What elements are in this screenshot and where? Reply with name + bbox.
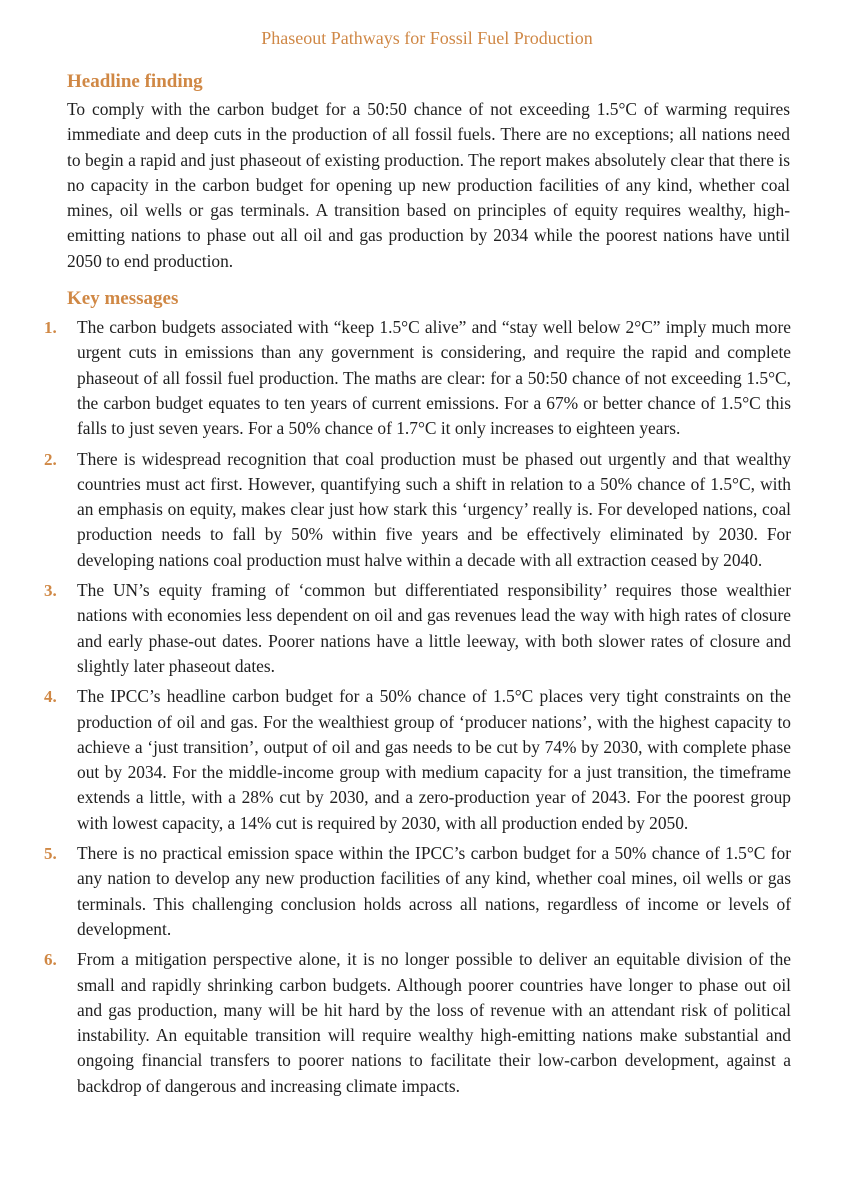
list-item-number: 4.: [44, 687, 57, 707]
list-item-text: From a mitigation perspective alone, it is no longer possible to deliver an equitable division of the small and rapidly shrinking carbon budgets. Although poorer countries have longer to phase out oil and gas production, many will be hit hard by the loss of revenue with an attendant risk of political instability. An equitable transition will require wealthy high-emitting nations make substantial and ongoing financial transfers to poorer nations to facilitate their low-carbon development, against a backdrop of dangerous and increasing climate impacts.: [77, 949, 791, 1096]
list-item-text: There is no practical emission space within the IPCC’s carbon budget for a 50% chance of 1.5°C for any nation to develop any new production facilities of any kind, whether coal mines, oil wells or gas terminals. This challenging conclusion holds across all nations, regardless of income or levels of development.: [77, 843, 791, 939]
headline-finding-heading: Headline finding: [67, 71, 203, 92]
list-item: [0, 841, 854, 942]
list-item-text: The IPCC’s headline carbon budget for a 50% chance of 1.5°C places very tight constraints on the production of oil and gas. For the wealthiest group of ‘producer nations’, with the highest capacity to achieve a ‘just transition’, output of oil and gas needs to be cut by 74% by 2030, with complete phase out by 2034. For the middle-income group with medium capacity for a just transition, the timeframe extends a little, with a 28% cut by 2030, and a zero-production year of 2043. For the poorest group with lowest capacity, a 14% cut is required by 2030, with all production ended by 2050.: [77, 686, 791, 833]
list-item-number: 6.: [44, 950, 57, 970]
headline-finding-paragraph: To comply with the carbon budget for a 50:50 chance of not exceeding 1.5°C of warming requires immediate and deep cuts in the production of all fossil fuels. There are no exceptions; all nations need to begin a rapid and just phaseout of existing production. The report makes absolutely clear that there is no capacity in the carbon budget for opening up new production facilities of any kind, whether coal mines, oil wells or gas terminals. A transition based on principles of equity requires wealthy, high-emitting nations to phase out all oil and gas production by 2034 while the poorest nations have until 2050 to end production.: [67, 99, 790, 271]
running-header: Phaseout Pathways for Fossil Fuel Production: [261, 28, 593, 48]
list-item: [0, 447, 854, 573]
list-item-number: 1.: [44, 318, 57, 338]
list-item-text: There is widespread recognition that coal production must be phased out urgently and that wealthy countries must act first. However, quantifying such a shift in relation to a 50% chance of 1.5°C, with an emphasis on equity, makes clear just how stark this ‘urgency’ really is. For developed nations, coal production needs to fall by 50% within five years and be effectively eliminated by 2030. For developing nations coal production must halve within a decade with all extraction ceased by 2040.: [77, 448, 791, 570]
list-item: [0, 315, 854, 441]
list-item-number: 2.: [44, 449, 57, 469]
list-item: [0, 684, 854, 836]
list-item: [0, 947, 854, 1099]
key-messages-list: [0, 315, 854, 1099]
list-item-text: The carbon budgets associated with “keep 1.5°C alive” and “stay well below 2°C” imply much more urgent cuts in emissions than any government is considering, and require the rapid and complete phaseout of all fossil fuel production. The maths are clear: for a 50:50 chance of not exceeding 1.5°C, the carbon budget equates to ten years of current emissions. For a 67% or better chance of 1.5°C this falls to just seven years. For a 50% chance of 1.7°C it only increases to eighteen years.: [77, 317, 791, 439]
page-content: [0, 70, 854, 1104]
key-messages-heading: Key messages: [67, 288, 179, 310]
list-item: [0, 578, 854, 679]
list-item-number: 5.: [44, 844, 57, 864]
list-item-number: 3.: [44, 581, 57, 601]
list-item-text: The UN’s equity framing of ‘common but differentiated responsibility’ requires those wealthier nations with economies less dependent on oil and gas revenues lead the way with high rates of closure and early phase-out dates. Poorer nations have a little leeway, with both slower rates of closure and slightly later phaseout dates.: [77, 580, 791, 676]
